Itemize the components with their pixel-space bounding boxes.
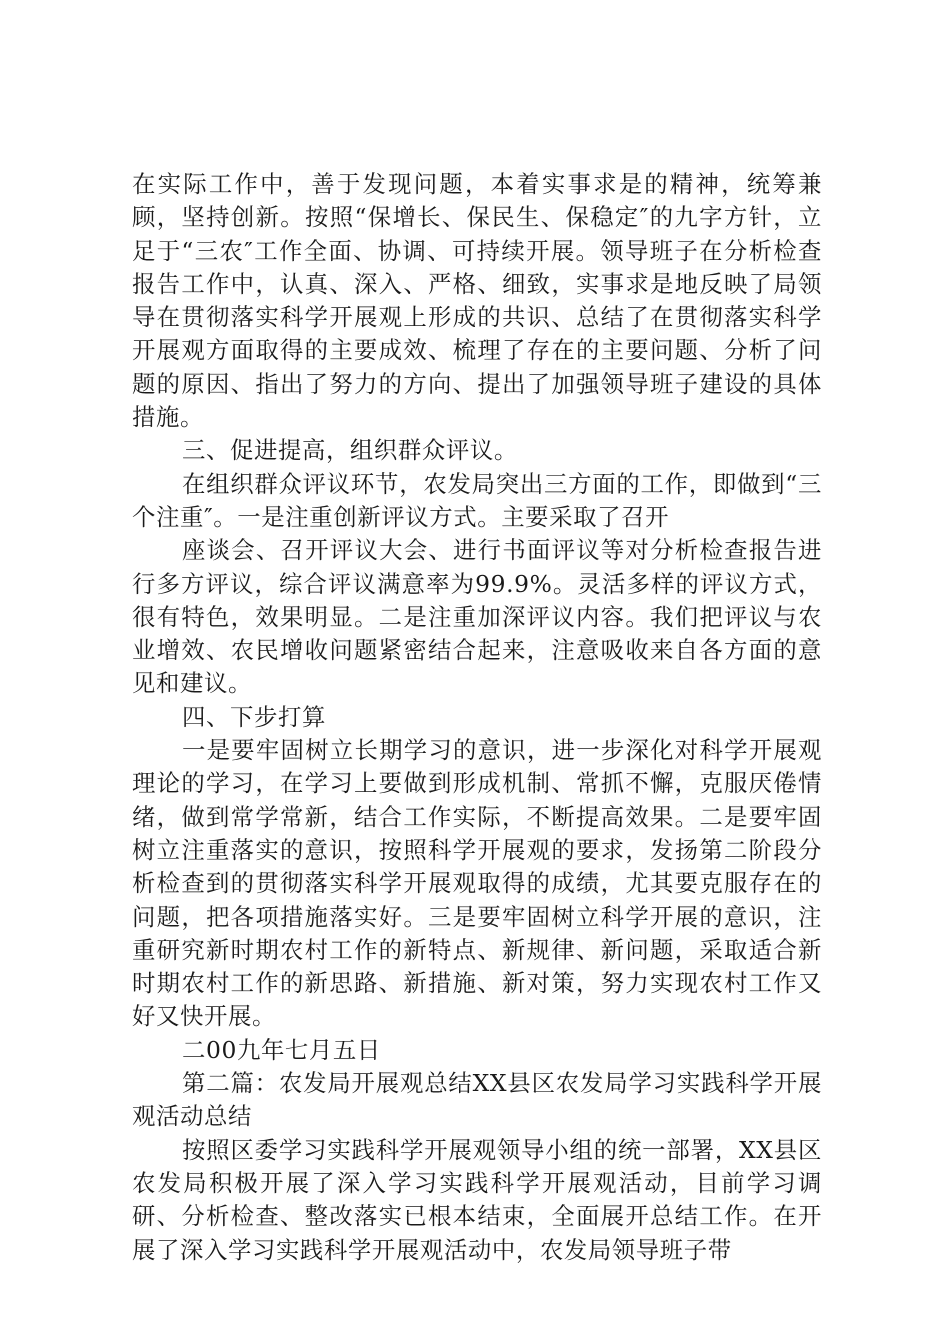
document-body [132, 168, 822, 1267]
heading-part-two: 第二篇：农发局开展观总结XX县区农发局学习实践科学开展观活动总结 [132, 1069, 822, 1131]
paragraph-next-plans: 一是要牢固树立长期学习的意识，进一步深化对科学开展观理论的学习，在学习上要做到形成机制、常抓不懈，克服厌倦情绪，做到常学常新，结合工作实际，不断提高效果。二是要牢固树立注重落实的意识，按照科学开展观的要求，发扬第二阶段分析检查到的贯彻落实科学开展观取得的成绩，尤其要克服存在的问题，把各项措施落实好。三是要牢固树立科学开展的意识，注重研究新时期农村工作的新特点、新规律、新问题，采取适合新时期农村工作的新思路、新措施、新对策，努力实现农村工作又好又快开展。 [132, 736, 822, 1031]
paragraph-work-summary: 在实际工作中，善于发现问题，本着实事求是的精神，统筹兼顾，坚持创新。按照“保增长、保民生、保稳定″的九字方针，立足于“三农″工作全面、协调、可持续开展。领导班子在分析检查报告工作中，认真、深入、严格、细致，实事求是地反映了局领导在贯彻落实科学开展观上形成的共识、总结了在贯彻落实科学开展观方面取得的主要成效、梳理了存在的主要问题、分析了问题的原因、指出了努力的方向、提出了加强领导班子建设的具体措施。 [132, 170, 822, 432]
heading-section-three: 三、促进提高，组织群众评议。 [182, 436, 518, 465]
heading-section-four: 四、下步打算 [182, 702, 326, 731]
paragraph-mass-review-intro: 在组织群众评议环节，农发局突出三方面的工作，即做到“三个注重″。一是注重创新评议方式。主要采取了召开 [132, 469, 822, 531]
paragraph-mass-review-detail: 座谈会、召开评议大会、进行书面评议等对分析检查报告进行多方评议，综合评议满意率为99.9%。灵活多样的评议方式，很有特色，效果明显。二是注重加深评议内容。我们把评议与农业增效、农民增收问题紧密结合起来，注意吸收来自各方面的意见和建议。 [132, 536, 822, 698]
document-date: 二00九年七月五日 [182, 1035, 381, 1064]
paragraph-part-two-intro: 按照区委学习实践科学开展观领导小组的统一部署，XX县区农发局积极开展了深入学习实践科学开展观活动，目前学习调研、分析检查、整改落实已根本结束，全面展开总结工作。在开展了深入学习实践科学开展观活动中，农发局领导班子带 [132, 1135, 822, 1264]
